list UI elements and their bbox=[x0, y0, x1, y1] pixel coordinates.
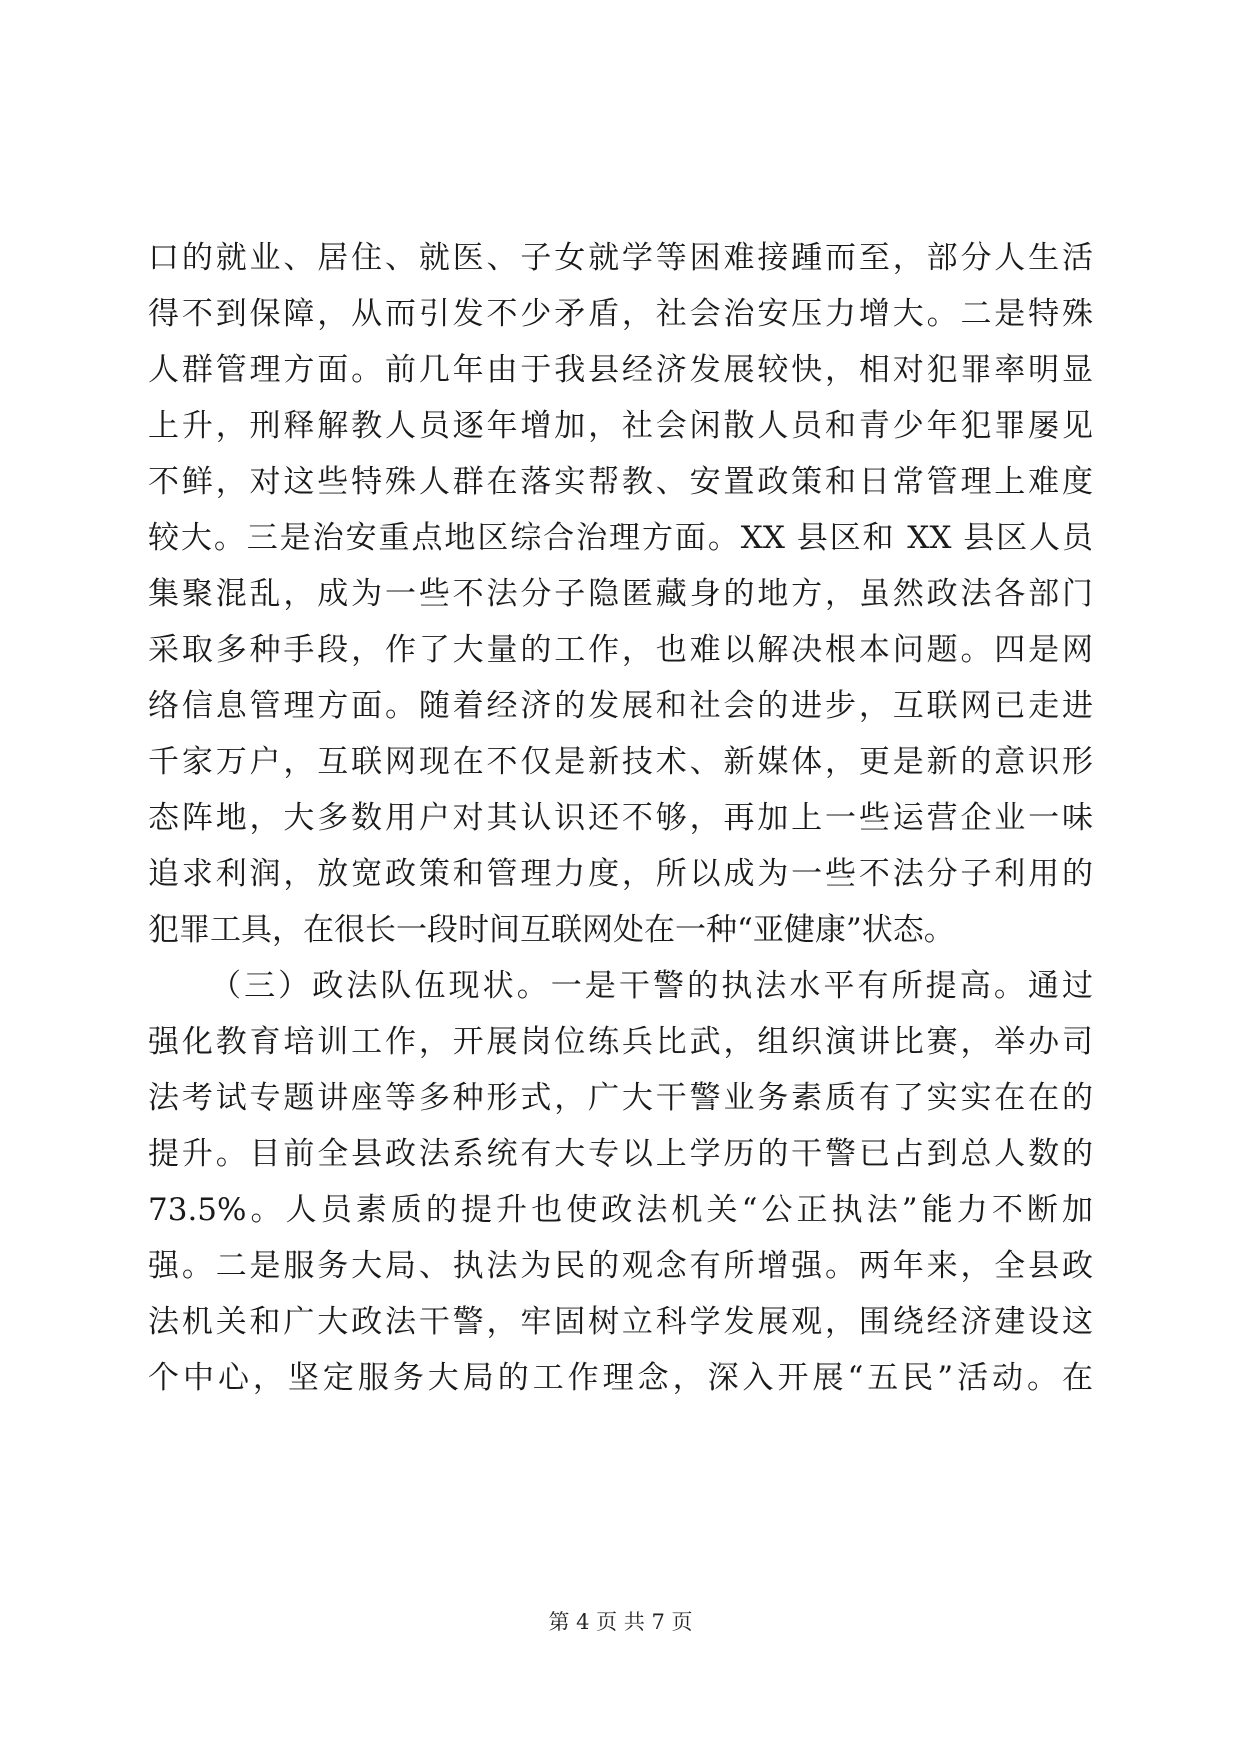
body-text bbox=[148, 230, 1093, 1406]
text-line: 不鲜，对这些特殊人群在落实帮教、安置政策和日常管理上难度 bbox=[148, 464, 1093, 500]
text-line: 法机关和广大政法干警，牢固树立科学发展观，围绕经济建设这 bbox=[148, 1304, 1093, 1340]
text-line: 提升。目前全县政法系统有大专以上学历的干警已占到总人数的 bbox=[148, 1136, 1093, 1172]
paragraph-start-line: （三）政法队伍现状。一是干警的执法水平有所提高。通过 bbox=[210, 968, 1093, 1004]
text-line: 强。二是服务大局、执法为民的观念有所增强。两年来，全县政 bbox=[148, 1248, 1093, 1284]
text-line: 追求利润，放宽政策和管理力度，所以成为一些不法分子利用的 bbox=[148, 856, 1093, 892]
text-line: 得不到保障，从而引发不少矛盾，社会治安压力增大。二是特殊 bbox=[148, 296, 1093, 332]
text-line: 犯罪工具，在很长一段时间互联网处在一种“亚健康”状态。 bbox=[148, 912, 955, 948]
text-line: 人群管理方面。前几年由于我县经济发展较快，相对犯罪率明显 bbox=[148, 352, 1093, 388]
text-line: 个中心，坚定服务大局的工作理念，深入开展“五民”活动。在 bbox=[148, 1360, 1093, 1396]
text-line: 较大。三是治安重点地区综合治理方面。XX 县区和 XX 县区人员 bbox=[148, 520, 1093, 556]
text-line: 73.5%。人员素质的提升也使政法机关“公正执法”能力不断加 bbox=[148, 1192, 1093, 1228]
text-line: 法考试专题讲座等多种形式，广大干警业务素质有了实实在在的 bbox=[148, 1080, 1093, 1116]
text-line: 络信息管理方面。随着经济的发展和社会的进步，互联网已走进 bbox=[148, 688, 1093, 724]
page-number-footer: 第 4 页 共 7 页 bbox=[548, 1610, 693, 1634]
text-line: 集聚混乱，成为一些不法分子隐匿藏身的地方，虽然政法各部门 bbox=[148, 576, 1093, 612]
text-line: 千家万户，互联网现在不仅是新技术、新媒体，更是新的意识形 bbox=[148, 744, 1093, 780]
text-line: 口的就业、居住、就医、子女就学等困难接踵而至，部分人生活 bbox=[148, 240, 1093, 276]
text-line: 上升，刑释解教人员逐年增加，社会闲散人员和青少年犯罪屡见 bbox=[148, 408, 1093, 444]
text-line: 强化教育培训工作，开展岗位练兵比武，组织演讲比赛，举办司 bbox=[148, 1024, 1093, 1060]
text-line: 态阵地，大多数用户对其认识还不够，再加上一些运营企业一味 bbox=[148, 800, 1093, 836]
text-line: 采取多种手段，作了大量的工作，也难以解决根本问题。四是网 bbox=[148, 632, 1093, 668]
